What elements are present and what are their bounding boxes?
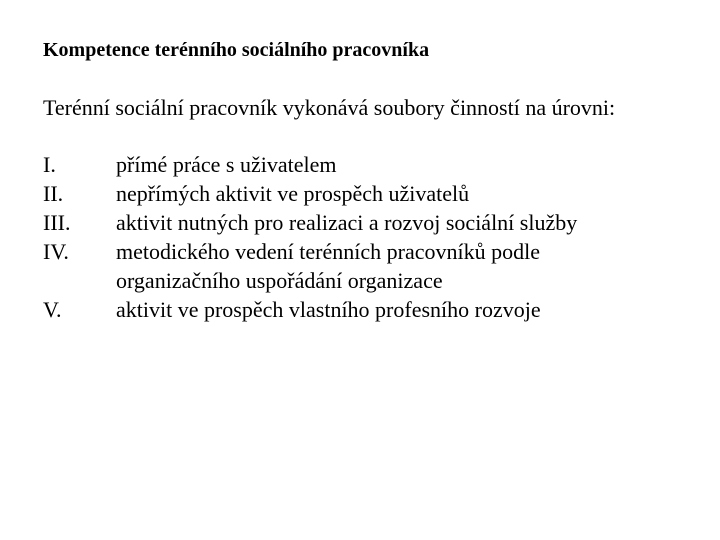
list-item-text xyxy=(116,208,703,237)
list-item xyxy=(43,150,703,179)
list-item-number: III. xyxy=(43,210,71,235)
list-item-text xyxy=(116,179,703,208)
list-item-text xyxy=(116,150,703,179)
list-item-line: přímé práce s uživatelem xyxy=(116,152,337,177)
activity-list xyxy=(43,150,703,324)
list-item-line: aktivit nutných pro realizaci a rozvoj sociální služby xyxy=(116,210,578,235)
list-item-number: II. xyxy=(43,181,64,206)
list-item xyxy=(43,208,703,237)
list-item-line: nepřímých aktivit ve prospěch uživatelů xyxy=(116,181,470,206)
intro-text: Terénní sociální pracovník vykonává soubory činností na úrovni: xyxy=(43,95,616,120)
list-item-number: V. xyxy=(43,297,62,322)
list-item xyxy=(43,295,703,324)
list-item-text xyxy=(116,295,703,324)
list-item-number: IV. xyxy=(43,239,69,264)
list-item-text xyxy=(116,237,703,295)
list-item-number: I. xyxy=(43,152,56,177)
list-item xyxy=(43,237,703,295)
list-item-line: aktivit ve prospěch vlastního profesního rozvoje xyxy=(116,297,541,322)
list-item xyxy=(43,179,703,208)
page-title: Kompetence terénního sociálního pracovníka xyxy=(43,39,430,61)
list-item-line: organizačního uspořádání organizace xyxy=(116,268,443,293)
list-item-line: metodického vedení terénních pracovníků podle xyxy=(116,239,540,264)
